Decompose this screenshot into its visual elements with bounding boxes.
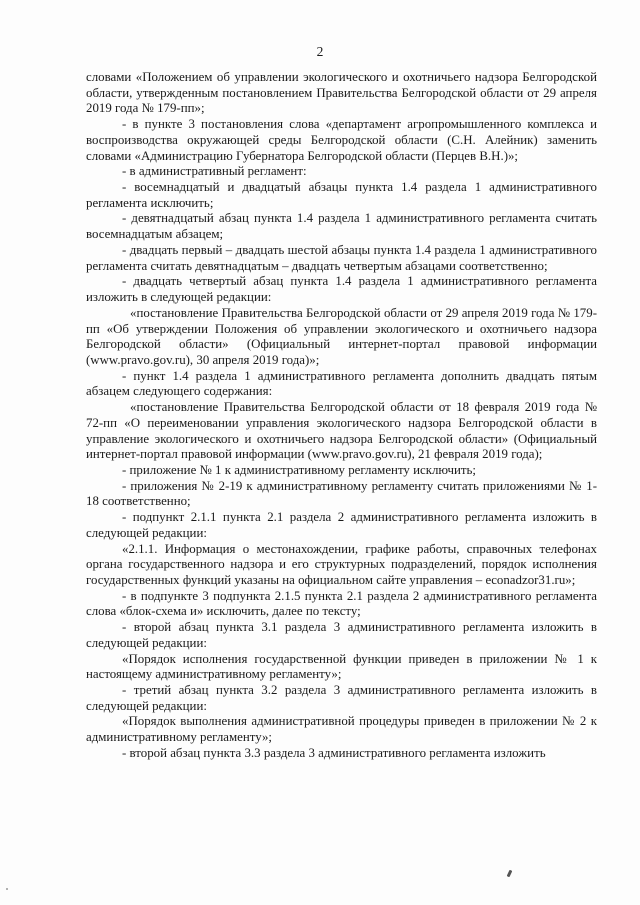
paragraph: - в административный регламент: [122,164,307,179]
paragraph: - восемнадцатый и двадцатый абзацы пункта 1.4 раздела 1 административного регламента исключить; [86,180,597,210]
paragraph: - девятнадцатый абзац пункта 1.4 раздела 1 административного регламента считать восемнадцатым абзацем; [86,211,597,242]
paragraph: «постановление Правительства Белгородской области от 29 апреля 2019 года № 179-пп «Об утверждении Положения об управлении экологического и охотничьего надзора Белгородской области» (Официальный интернет-портал правовой информации (www.pravo.gov.ru), 30 апреля 2019 года)»; [86,305,597,367]
paragraph: - третий абзац пункта 3.2 раздела 3 административного регламента изложить в следующей редакции: [86,683,597,713]
paragraph: - второй абзац пункта 3.3 раздела 3 административного регламента изложить [122,745,546,760]
page-number: 2 [316,44,324,59]
paragraph: словами «Положением об управлении экологического и охотничьего надзора Белгородской области, утвержденным постановлением Правительства Белгородской области от 29 апреля 2019 года № 179-пп»; [86,70,597,116]
paragraph: «Порядок выполнения административной процедуры приведен в приложении № 2 к административному регламенту»; [86,714,597,745]
paragraph: - в пункте 3 постановления слова «департамент агропромышленного комплекса и воспроизводства окружающей среды Белгородской области (С.Н. Алейник) заменить словами «Администрацию Губернатора Белгородской области (Перцев В.Н.)»; [86,117,597,163]
paragraph: - двадцать первый – двадцать шестой абзацы пункта 1.4 раздела 1 административного регламента считать девятнадцатым – двадцать четвертым абзацами соответственно; [86,242,597,273]
paragraph: - двадцать четвертый абзац пункта 1.4 раздела 1 административного регламента изложить в следующей редакции: [86,274,597,305]
scan-speck [6,888,8,890]
paragraph: - подпункт 2.1.1 пункта 2.1 раздела 2 административного регламента изложить в следующей редакции: [86,510,597,540]
paragraph: - пункт 1.4 раздела 1 административного регламента дополнить двадцать пятым абзацем следующего содержания: [86,368,597,399]
document-body [86,70,597,762]
paragraph: - приложения № 2-19 к административному регламенту считать приложениями № 1-18 соответственно; [86,478,597,509]
paragraph: «постановление Правительства Белгородской области от 18 февраля 2019 года № 72-пп «О переименовании управления экологического надзора Белгородской области в управление экологического и охотничьего надзора Белгородской области» (Официальный интернет-портал правовой информации (www.pravo.gov.ru), 21 февраля 2019 года); [86,400,597,462]
paragraph: - второй абзац пункта 3.1 раздела 3 административного регламента изложить в следующей редакции: [86,620,597,650]
paragraph: «Порядок исполнения государственной функции приведен в приложении № 1 к настоящему административному регламенту»; [86,651,597,682]
paragraph: - приложение № 1 к административному регламенту исключить; [122,462,476,477]
scan-speck [507,870,513,878]
paragraph: - в подпункте 3 подпункта 2.1.5 пункта 2.1 раздела 2 административного регламента слова «блок-схема и» исключить, далее по тексту; [86,588,597,619]
paragraph: «2.1.1. Информация о местонахождении, графике работы, справочных телефонах органа государственного надзора и его структурных подразделений, порядок исполнения государственных функций указаны на официальном сайте управления – econadzor31.ru»; [86,541,597,587]
